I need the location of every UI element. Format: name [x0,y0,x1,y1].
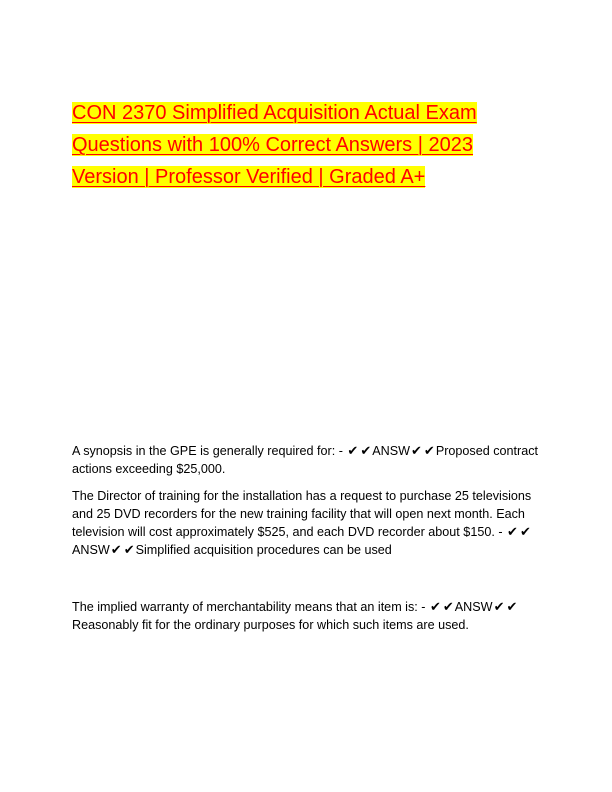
answer-text: Simplified acquisition procedures can be used [135,543,392,557]
checkmark-icon: ✔ [360,444,372,459]
answer-tag: ANSW [72,543,110,557]
checkmark-icon: ✔ [442,600,454,615]
question-text: A synopsis in the GPE is generally required for: - [72,444,343,458]
checkmark-icon: ✔ [347,444,359,459]
document-title [72,97,540,193]
qa-item [72,487,542,559]
checkmark-icon: ✔ [507,525,518,540]
question-text: The implied warranty of merchantability means that an item is: - [72,600,426,614]
question-text: The Director of training for the installation has a request to purchase 25 televisions and 25 DVD recorders for the new training facility that will open next month. Each television will cost approximately $525, and each DVD recorder about $150. - [72,489,532,539]
checkmark-icon: ✔ [506,600,518,615]
checkmark-icon: ✔ [423,444,435,459]
qa-item [72,442,542,478]
checkmark-icon: ✔ [519,525,531,540]
checkmark-icon: ✔ [110,543,122,558]
checkmark-icon: ✔ [123,543,135,558]
checkmark-icon: ✔ [493,600,505,615]
checkmark-icon: ✔ [429,600,441,615]
title-highlight: CON 2370 Simplified Acquisition Actual Exam Questions with 100% Correct Answers | 2023 Version | Professor Verified | Graded A+ [72,102,477,188]
qa-item [72,598,542,634]
answer-tag: ANSW [454,600,493,614]
answer-text: Reasonably fit for the ordinary purposes for which such items are used. [72,618,469,632]
answer-tag: ANSW [372,444,410,458]
answer-text: Proposed contract actions exceeding $25,000. [72,444,539,476]
checkmark-icon: ✔ [411,444,422,459]
